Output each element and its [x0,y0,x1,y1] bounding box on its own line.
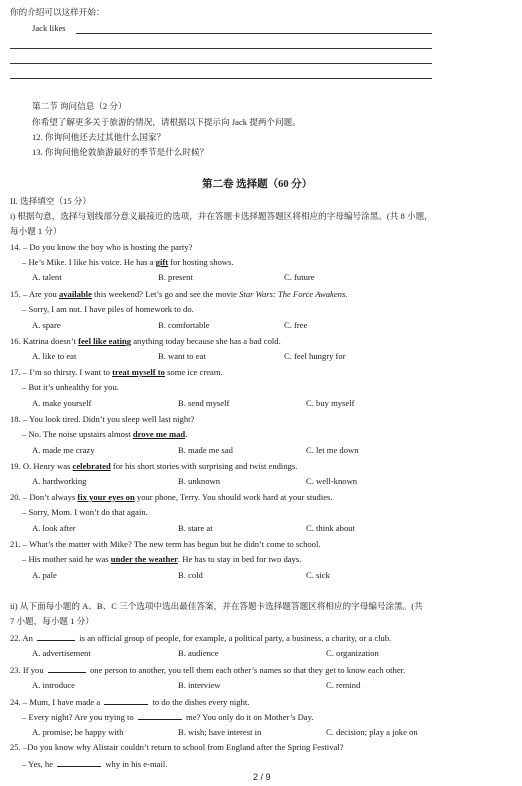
q19-option-b: B. unknown [178,476,221,486]
intro-starter: Jack likes [32,23,66,33]
q18-line2: – No. The noise upstairs almost drove me mad. [22,429,188,439]
answer-line [10,63,432,64]
q18-option-a: A. made me crazy [32,445,95,455]
q20-line2: – Sorry, Mom. I won’t do that again. [22,507,148,517]
q14-underlined: gift [155,257,169,267]
q20-stem: 20. – Don’t always fix your eyes on your phone, Terry. You should work hard at your studies. [10,492,333,502]
q23-option-a: A. introduce [32,680,75,690]
q17-line2: – But it’s unhealthy for you. [22,382,119,392]
blank [37,633,75,641]
q14-line2: – He’s Mike. I like his voice. He has a gift for hosting shows. [22,257,234,267]
q20-option-c: C. think about [306,523,355,533]
q21-option-b: B. cold [178,570,203,580]
q15-option-b: B. comfortable [158,320,210,330]
instruction-i: i) 根据句意，选择与划线部分意义最接近的选项，并在答题卡选择题答题区将相应的字母编号涂黑。(共 8 小题， [10,211,433,221]
question-13: 13. 你询问他伦敦旅游最好的季节是什么时候？ [32,147,209,157]
blank [57,759,101,767]
q19-underlined: celebrated [72,461,111,471]
q14-option-b: B. present [158,272,193,282]
q24-line2: – Every night? Are you trying to me? You only do it on Mother’s Day. [22,712,314,722]
blank [104,697,148,705]
q20-underlined: fix your eyes on [77,492,135,502]
instruction-i-cont: 每小题 1 分） [10,226,62,236]
q20-option-a: A. look after [32,523,76,533]
q15-stem: 15. – Are you available this weekend? Let’s go and see the movie Star Wars: The Force Awakens. [10,289,348,299]
q22-option-c: C. organization [326,648,379,658]
q16-option-c: C. feel hungry for [284,351,346,361]
blank [138,712,182,720]
intro-prompt: 你的介绍可以这样开始： [10,7,105,17]
q15-option-a: A. spare [32,320,61,330]
q21-stem: 21. – What’s the matter with Mike? The new term has begun but he didn’t come to school. [10,539,321,549]
q20-option-b: B. stare at [178,523,213,533]
answer-line [10,48,432,49]
section2-instruction: 你希望了解更多关于旅游的情况，请根据以下提示向 Jack 提两个问题。 [32,117,301,127]
q18-option-c: C. let me down [306,445,359,455]
q21-line2: – His mother said he was under the weather. He has to stay in bed for two days. [22,554,302,564]
q17-option-c: C. buy myself [306,398,355,408]
q21-option-a: A. pale [32,570,57,580]
q23-option-b: B. interview [178,680,221,690]
q16-option-a: A. like to eat [32,351,77,361]
q24-option-c: C. decision; play a joke on [326,727,418,737]
blank [48,665,86,673]
q22-option-a: A. advertisement [32,648,91,658]
q16-option-b: B. want to eat [158,351,206,361]
answer-line [10,78,432,79]
q17-stem: 17. – I’m so thirsty. I want to treat myself to some ice cream. [10,367,223,377]
q18-option-b: B. made me sad [178,445,233,455]
q18-stem: 18. – You look tired. Didn’t you sleep well last night? [10,414,195,424]
q15-line2: – Sorry, I am not. I have piles of homework to do. [22,304,194,314]
q15-underlined: available [58,289,92,299]
q23-stem: 23. If you one person to another, you tell them each other’s names so that they get to know each other. [10,665,406,675]
q22-option-b: B. audience [178,648,219,658]
part-title: 第二卷 选择题（60 分） [202,179,313,190]
q14-option-c: C. future [284,272,315,282]
section2-title: 第二节 询问信息（2 分） [32,101,127,111]
q15-option-c: C. free [284,320,308,330]
instruction-ii: ii) 从下面每小题的 A、B、C 三个选项中选出最佳答案，并在答题卡选择题答题区将相应的字母编号涂黑。(共 [10,601,423,611]
q24-stem: 24. – Mum, I have made a to do the dishes every night. [10,697,250,707]
q17-option-a: A. make yourself [32,398,92,408]
q21-underlined: under the weather [110,554,178,564]
q24-option-b: B. wish; have interest in [178,727,262,737]
q15-movie-title: Star Wars: The Force Awakens [239,289,346,299]
q25-line2: – Yes, he why in his e-mail. [22,759,168,769]
q17-option-b: B. send myself [178,398,230,408]
q14-option-a: A. talent [32,272,62,282]
q21-option-c: C. sick [306,570,330,580]
q19-stem: 19. O. Henry was celebrated for his short stories with surprising and twist endings. [10,461,298,471]
question-12: 12. 你询问他还去过其他什么国家？ [32,132,166,142]
page-number: 2 / 9 [253,772,271,782]
q17-underlined: treat myself to [112,367,165,377]
q24-option-a: A. promise; be happy with [32,727,124,737]
q16-stem: 16. Katrina doesn’t feel like eating anything today because she has a bad cold. [10,336,281,346]
q16-underlined: feel like eating [78,336,132,346]
q23-option-c: C. remind [326,680,361,690]
q14-stem: 14. – Do you know the boy who is hosting the party? [10,242,193,252]
q18-underlined: drove me mad [132,429,186,439]
q25-stem: 25. –Do you know why Alistair couldn’t return to school from England after the Spring Festival? [10,742,344,752]
q22-stem: 22. An is an official group of people, for example, a political party, a business, a charity, or a club. [10,633,392,643]
section-II-title: II. 选择填空（15 分） [10,196,91,206]
answer-line [76,33,432,34]
q19-option-a: A. hardworking [32,476,87,486]
q19-option-c: C. well-known [306,476,358,486]
instruction-ii-cont: 7 小题，每小题 1 分） [10,616,94,626]
